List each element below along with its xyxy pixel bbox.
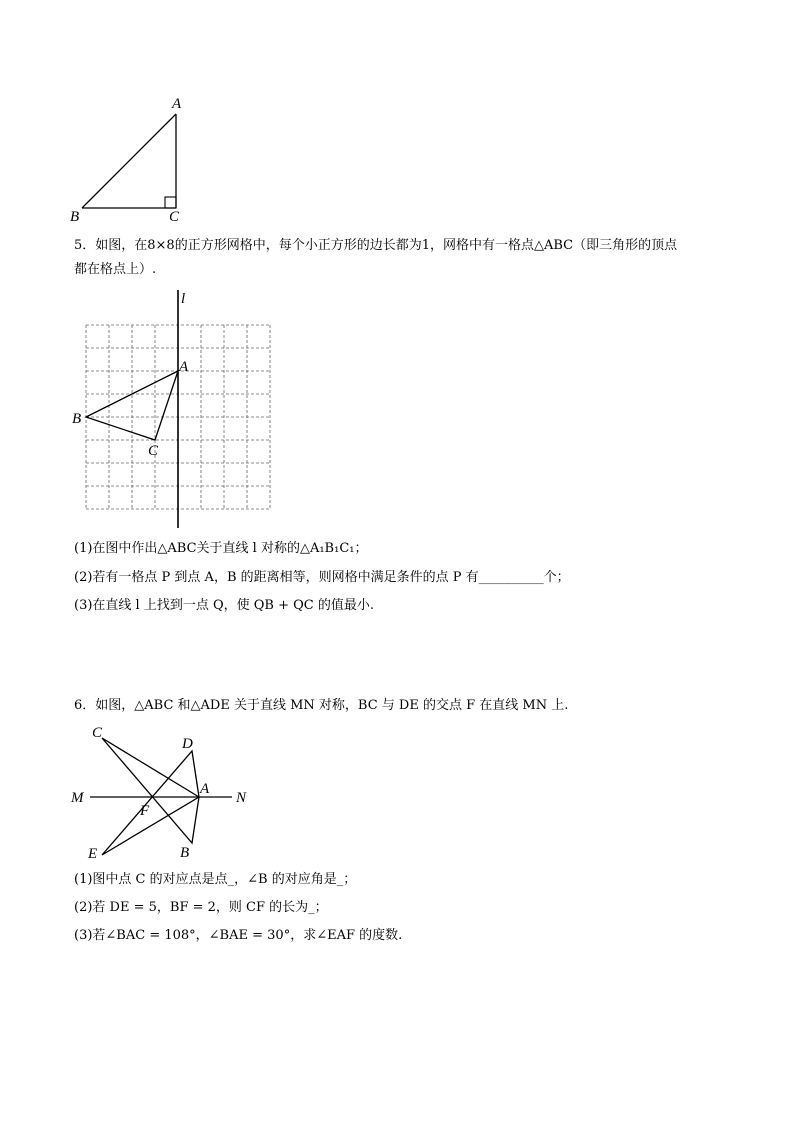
vertex-label-b: B — [72, 411, 82, 427]
point-label-b: B — [180, 845, 190, 861]
q6-sub2: (2)若 DE = 5，BF = 2，则 CF 的长为_； — [74, 900, 328, 915]
q6-sub3: (3)若∠BAC = 108°，∠BAE = 30°，求∠EAF 的度数. — [74, 928, 403, 943]
q6-stem: 6．如图，△ABC 和△ADE 关于直线 MN 对称，BC 与 DE 的交点 F 在直线 MN 上. — [74, 698, 569, 713]
q5-sub1: (1)在图中作出△ABC关于直线 l 对称的△A₁B₁C₁； — [74, 541, 368, 556]
point-label-a: A — [200, 781, 210, 797]
q5-sub2: (2)若有一格点 P 到点 A，B 的距离相等，则网格中满足条件的点 P 有__________个； — [74, 570, 570, 585]
vertex-label-b: B — [70, 209, 80, 225]
q5-sub3: (3)在直线 l 上找到一点 Q，使 QB + QC 的值最小. — [74, 598, 374, 613]
q6-sub1: (1)图中点 C 的对应点是点_，∠B 的对应角是_； — [74, 872, 357, 887]
right-triangle-figure — [60, 88, 200, 228]
point-label-c: C — [92, 725, 103, 741]
symmetry-figure — [66, 720, 266, 865]
vertex-label-a: A — [179, 359, 189, 375]
point-label-n: N — [236, 790, 247, 806]
vertex-label-a: A — [172, 96, 182, 112]
triangle-abc — [102, 738, 199, 843]
point-label-f: F — [140, 803, 150, 819]
q5-stem-line2: 都在格点上）. — [74, 262, 157, 277]
point-label-d: D — [182, 736, 193, 752]
point-label-m: M — [71, 790, 84, 806]
q5-stem-line1: 5．如图，在8×8的正方形网格中，每个小正方形的边长都为1，网格中有一格点△ABC（即三角形的顶点 — [74, 238, 678, 253]
vertex-label-c: C — [169, 209, 180, 225]
triangle-ade — [102, 751, 199, 855]
point-label-e: E — [88, 846, 98, 862]
vertex-label-c: C — [148, 443, 159, 459]
grid-figure — [66, 285, 281, 530]
line-label-l: l — [181, 291, 186, 307]
